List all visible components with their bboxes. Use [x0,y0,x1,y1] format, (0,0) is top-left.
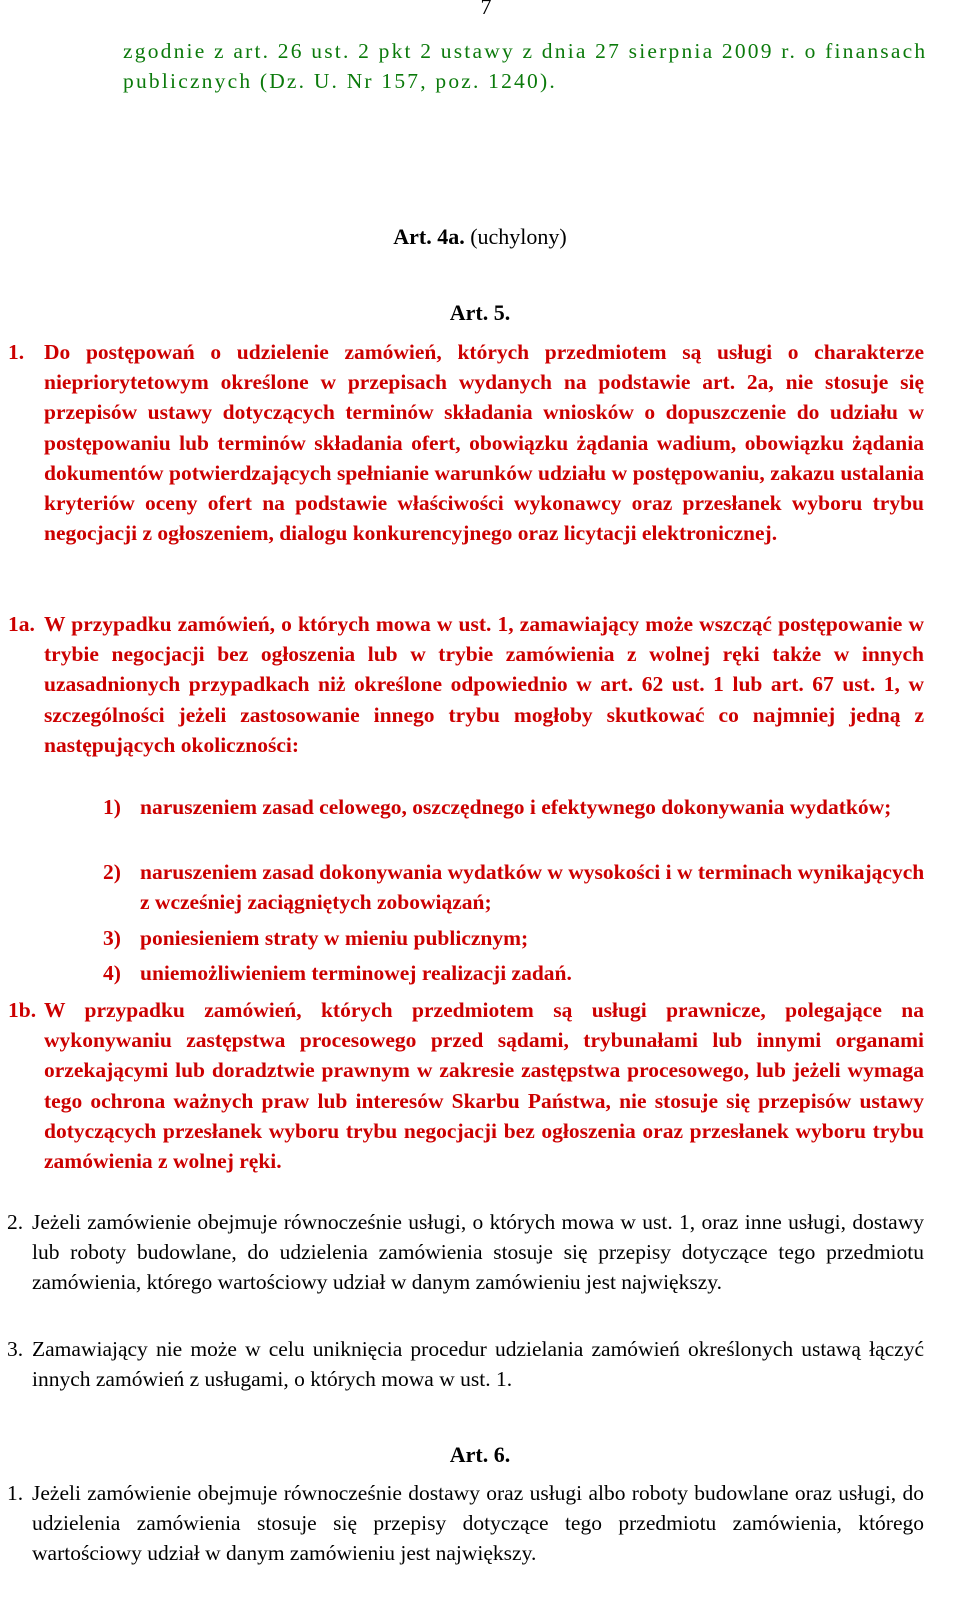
list-item [103,958,935,988]
art-5-heading: Art. 5. [449,300,511,325]
item-number: 1) [103,795,121,819]
para-text: Jeżeli zamówienie obejmuje równocześnie usługi, o których mowa w ust. 1, oraz inne usługi, dostawy lub roboty budowlane, do udzielenia zamówienia stosuje się przepisy dotyczące tego przedmiotu zamówienia, którego wartościowy udział w danym zamówieniu jest największy. [32,1210,924,1295]
para-text: Jeżeli zamówienie obejmuje równocześnie dostawy oraz usługi albo roboty budowlane oraz usługi, do udzielenia zamówienia stosuje się przepisy dotyczące tego przedmiotu zamówienia, którego wartościowy udział w danym zamówieniu jest największy. [32,1481,924,1566]
art-5-para-3 [7,1334,924,1394]
amendment-note: zgodnie z art. 26 ust. 2 pkt 2 ustawy z dnia 27 sierpnia 2009 r. o finansach publicznych (Dz. U. Nr 157, poz. 1240). [123,39,928,93]
art-5-para-1 [8,337,924,548]
art-6-para-1 [7,1478,924,1569]
para-number: 1a. [8,612,35,636]
para-text: W przypadku zamówień, których przedmiotem są usługi prawnicze, polegające na wykonywaniu zastępstwa procesowego przed sądami, trybunałami lub innymi organami orzekającymi lub doradztwie prawnym w zakresie zastępstwa procesowego, lub jeżeli wymaga tego ochrona ważnych praw lub interesów Skarbu Państwa, nie stosuje się przepisów ustawy dotyczących przesłanek wyboru trybu negocjacji bez ogłoszenia oraz przesłanek wyboru trybu zamówienia z wolnej ręki. [44,998,924,1174]
para-number: 2. [7,1210,24,1234]
para-text: Do postępowań o udzielenie zamówień, których przedmiotem są usługi o charakterze niepriorytetowym określone w przepisach wydanych na podstawie art. 2a, nie stosuje się przepisów ustawy dotyczących terminów składania wniosków o dopuszczenie do udziału w postępowaniu lub terminów składania ofert, obowiązku żądania wadium, obowiązku żądania dokumentów potwierdzających spełnianie warunków udziału w postępowaniu, zakazu ustalania kryteriów oceny ofert na podstawie właściwości wykonawcy oraz przesłanek wyboru trybu negocjacji z ogłoszeniem, dialogu konkurencyjnego oraz licytacji elektronicznej. [44,340,924,546]
para-text: W przypadku zamówień, o których mowa w ust. 1, zamawiający może wszcząć postępowanie w trybie negocjacji bez ogłoszenia lub w trybie zamówienia z wolnej ręki także w innych uzasadnionych przypadkach niż określone odpowiednio w art. 62 ust. 1 lub art. 67 ust. 1, w szczególności jeżeli zastosowanie innego trybu mogłoby skutkować co najmniej jedną z następujących okoliczności: [44,612,924,757]
para-number: 3. [7,1337,24,1361]
para-text: Zamawiający nie może w celu uniknięcia procedur udzielania zamówień określonych ustawą łączyć innych zamówień z usługami, o których mowa w ust. 1. [32,1337,924,1392]
art-4a-label: Art. 4a. [393,224,465,249]
list-item [103,857,935,917]
item-number: 4) [103,961,121,985]
art-5-para-1b [8,995,924,1176]
art-4a-status: (uchylony) [470,224,567,249]
item-number: 3) [103,926,121,950]
list-item [103,792,935,822]
item-text: naruszeniem zasad celowego, oszczędnego i efektywnego dokonywania wydatków; [140,795,892,819]
item-text: poniesieniem straty w mieniu publicznym; [140,926,529,950]
art-6-heading: Art. 6. [449,1442,511,1467]
list-item [103,923,935,953]
para-number: 1. [8,340,25,364]
item-text: uniemożliwieniem terminowej realizacji zadań. [140,961,572,985]
item-text: naruszeniem zasad dokonywania wydatków w wysokości i w terminach wynikających z wcześniej zaciągniętych zobowiązań; [140,860,925,915]
para-number: 1. [7,1481,24,1505]
para-number: 1b. [8,998,37,1022]
page-number: 7 [480,0,492,19]
art-4a-heading [0,224,960,250]
art-5-para-2 [7,1207,924,1298]
art-5-para-1a [8,609,924,760]
item-number: 2) [103,860,121,884]
